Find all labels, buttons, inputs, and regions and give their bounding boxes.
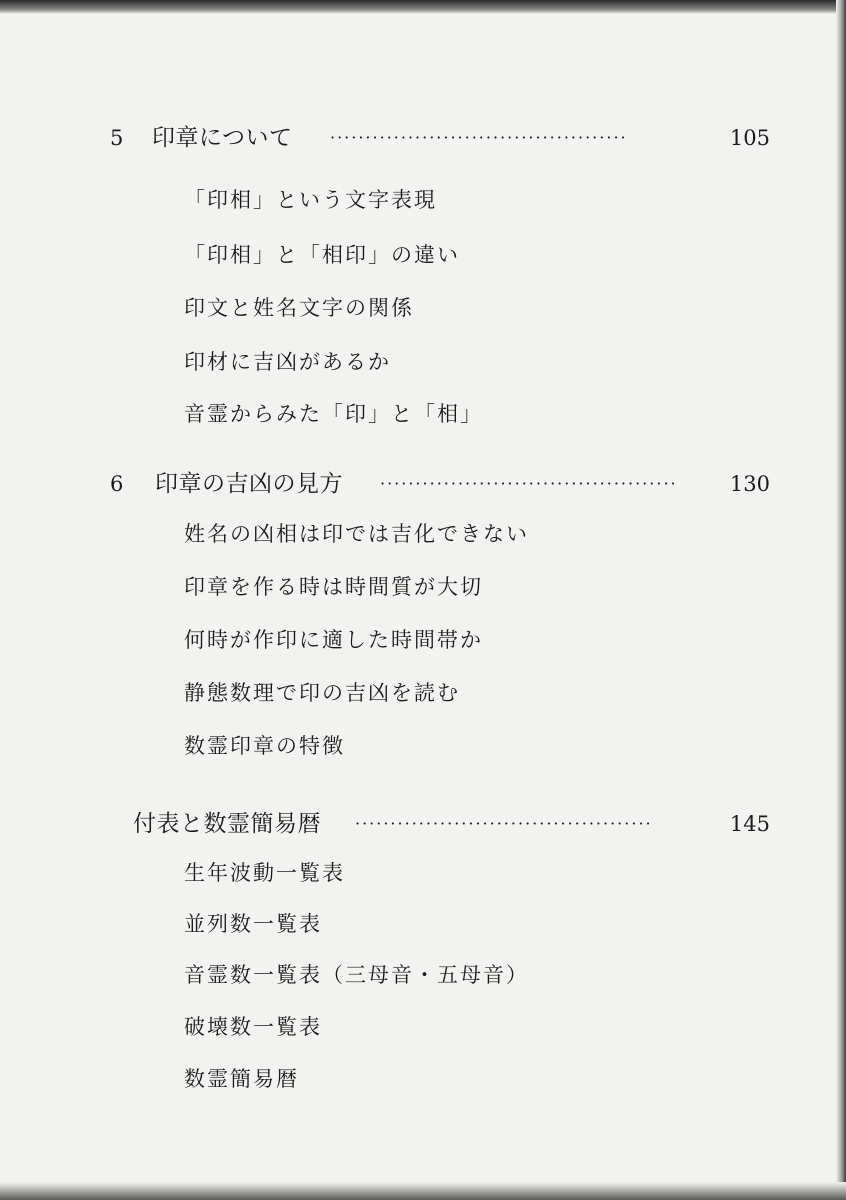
section-title: 印章について [152, 125, 293, 151]
page-edge-bottom [0, 1182, 846, 1200]
toc-item: 印章を作る時は時間質が大切 [184, 575, 483, 599]
section-number: 5 [110, 126, 124, 150]
toc-item: 印材に吉凶があるか [184, 350, 391, 374]
toc-item: 音霊からみた「印」と「相」 [184, 402, 483, 426]
dot-leader: ·········································· [330, 128, 628, 147]
toc-section-6 [0, 466, 846, 502]
toc-item: 「印相」という文字表現 [184, 188, 437, 212]
toc-item: 並列数一覧表 [184, 912, 322, 936]
toc-item: 印文と姓名文字の関係 [184, 296, 414, 320]
toc-item: 数霊印章の特徴 [184, 734, 345, 758]
dot-leader: ·········································· [355, 814, 653, 833]
section-page-number: 105 [729, 126, 770, 150]
toc-item: 姓名の凶相は印では吉化できない [184, 522, 529, 546]
toc-item: 音霊数一覧表（三母音・五母音） [184, 963, 529, 987]
section-title: 付表と数霊簡易暦 [133, 811, 321, 837]
section-number: 6 [110, 472, 124, 496]
toc-section-appendix [0, 806, 846, 842]
section-page-number: 145 [729, 812, 770, 836]
toc-item: 生年波動一覧表 [184, 861, 345, 885]
page-edge-right [836, 0, 846, 1200]
section-page-number: 130 [729, 472, 770, 496]
dot-leader: ·········································· [380, 474, 678, 493]
toc-item: 破壊数一覧表 [184, 1015, 322, 1039]
toc-item: 静態数理で印の吉凶を読む [184, 681, 460, 705]
section-title: 印章の吉凶の見方 [155, 471, 343, 497]
page-edge-top [0, 0, 846, 14]
toc-item: 数霊簡易暦 [184, 1067, 299, 1091]
toc-item: 何時が作印に適した時間帯か [184, 628, 483, 652]
toc-item: 「印相」と「相印」の違い [184, 243, 460, 267]
toc-section-5 [0, 120, 846, 156]
